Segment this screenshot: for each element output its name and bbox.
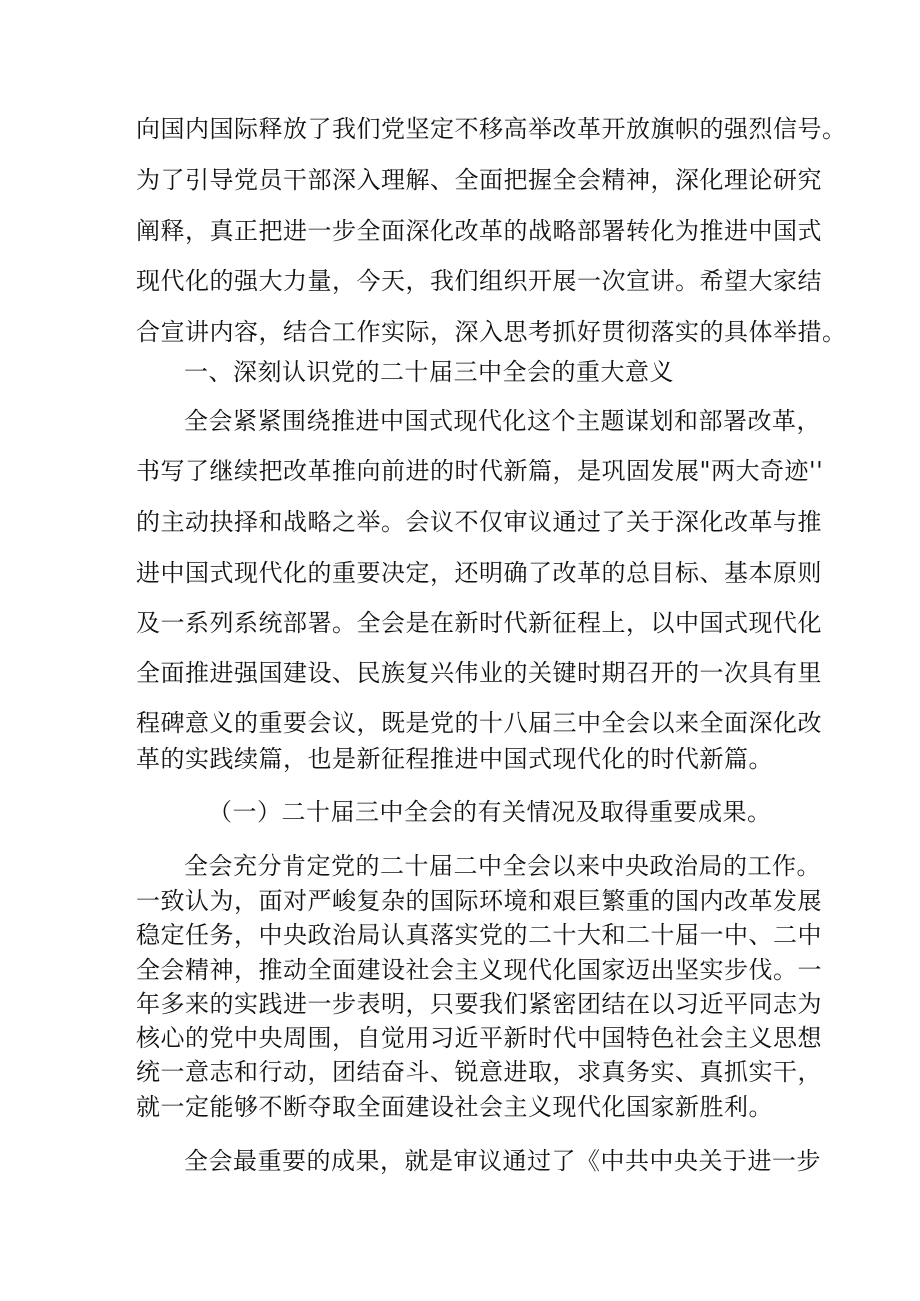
paragraph-1-line-1: 向国内国际释放了我们党坚定不移高举改革开放旗帜的强烈信号。 — [136, 115, 847, 143]
paragraph-2-line-8: 革的实践续篇，也是新征程推进中国式现代化的时代新篇。 — [136, 745, 773, 773]
paragraph-1-line-4: 现代化的强大力量，今天，我们组织开展一次宣讲。希望大家结 — [136, 267, 822, 295]
paragraph-4-line-1: 全会最重要的成果，就是审议通过了《中共中央关于进一步 — [184, 1147, 821, 1175]
paragraph-3-line-5: 年多来的实践进一步表明，只要我们紧密团结在以习近平同志为 — [136, 990, 822, 1018]
paragraph-3-line-2: 一致认为，面对严峻复杂的国际环境和艰巨繁重的国内改革发展 — [136, 887, 822, 915]
paragraph-1-line-5: 合宣讲内容，结合工作实际，深入思考抓好贯彻落实的具体举措。 — [136, 318, 847, 346]
paragraph-3-line-6: 核心的党中央周围，自觉用习近平新时代中国特色社会主义思想 — [136, 1024, 822, 1052]
paragraph-2-line-6: 全面推进强国建设、民族复兴伟业的关键时期召开的一次具有里 — [136, 659, 822, 687]
paragraph-2-line-7: 程碑意义的重要会议，既是党的十八届三中全会以来全面深化改 — [136, 709, 822, 737]
paragraph-3-line-7: 统一意志和行动，团结奋斗、锐意进取，求真务实、真抓实干， — [136, 1058, 822, 1086]
paragraph-3-line-8: 就一定能够不断夺取全面建设社会主义现代化国家新胜利。 — [136, 1093, 773, 1121]
paragraph-1-line-2: 为了引导党员干部深入理解、全面把握全会精神，深化理论研究 — [136, 166, 822, 194]
paragraph-3-line-3: 稳定任务，中央政治局认真落实党的二十大和二十届一中、二中 — [136, 921, 822, 949]
paragraph-1-line-3: 阐释，真正把进一步全面深化改革的战略部署转化为推进中国式 — [136, 217, 822, 245]
paragraph-2-line-3: 的主动抉择和战略之举。会议不仅审议通过了关于深化改革与推 — [136, 508, 822, 536]
paragraph-2-line-1: 全会紧紧围绕推进中国式现代化这个主题谋划和部署改革， — [184, 407, 821, 435]
section-subheading-1: （一）二十届三中全会的有关情况及取得重要成果。 — [208, 798, 772, 826]
paragraph-3-line-4: 全会精神，推动全面建设社会主义现代化国家迈出坚实步伐。一 — [136, 956, 822, 984]
section-heading-1: 一、深刻认识党的二十届三中全会的重大意义 — [184, 358, 674, 386]
paragraph-2-line-4: 进中国式现代化的重要决定，还明确了改革的总目标、基本原则 — [136, 559, 822, 587]
paragraph-2-line-2: 书写了继续把改革推向前进的时代新篇，是巩固发展"两大奇迹'' — [136, 457, 824, 485]
paragraph-3-line-1: 全会充分肯定党的二十届二中全会以来中央政治局的工作。 — [184, 852, 821, 880]
paragraph-2-line-5: 及一系列系统部署。全会是在新时代新征程上，以中国式现代化 — [136, 609, 822, 637]
